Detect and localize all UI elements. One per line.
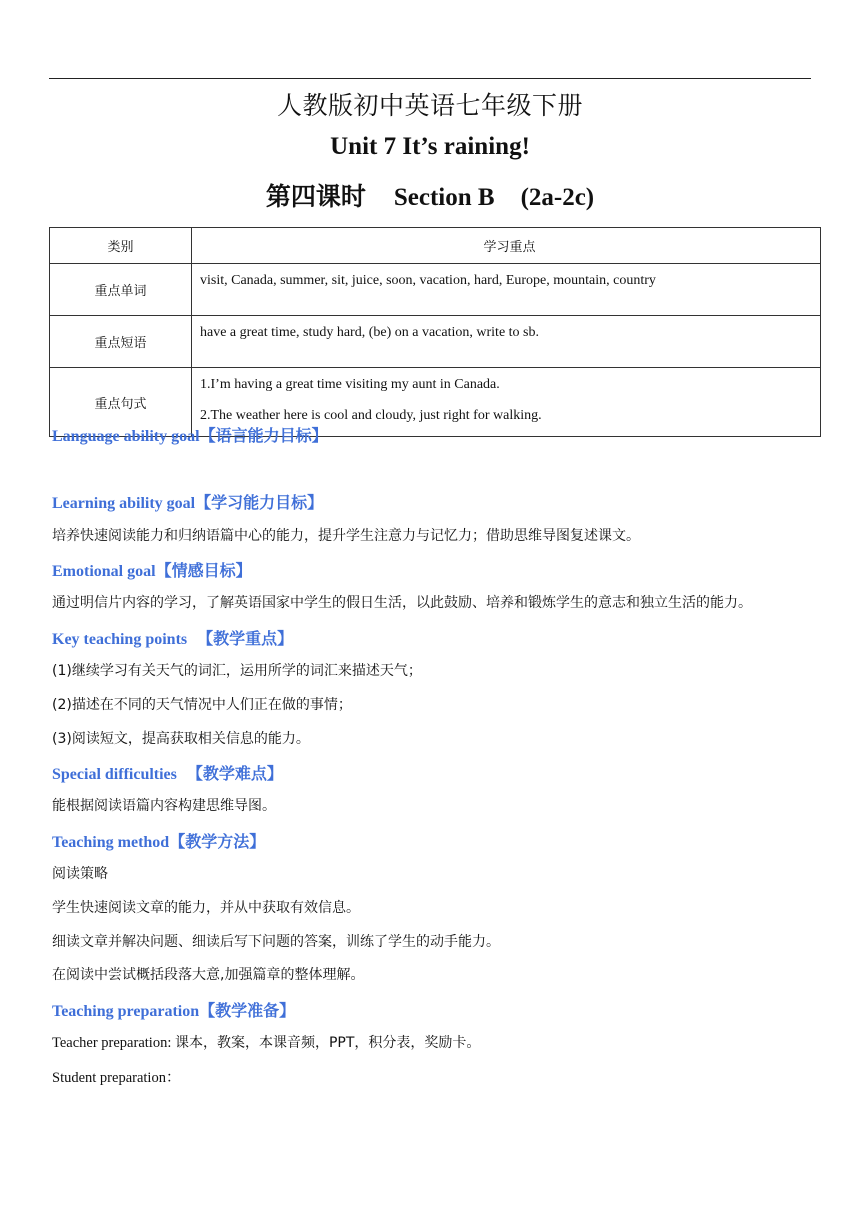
- section-heading-difficulties: [52, 761, 283, 784]
- document-title: 人教版初中英语七年级下册: [276, 91, 583, 120]
- table-header-row: [50, 228, 821, 264]
- heading-zh: 【教学方法】: [169, 832, 266, 851]
- student-preparation: [52, 1066, 180, 1087]
- table-row: [50, 316, 821, 368]
- section-heading-learning: [52, 490, 323, 513]
- list-item: (3)阅读短文，提高获取相关信息的能力。: [52, 731, 310, 747]
- list-item: 细读文章并解决问题、细读后写下问题的答案，训练了学生的动手能力。: [52, 934, 500, 950]
- heading-zh: 【教学准备】: [199, 1001, 296, 1020]
- heading-en: Key teaching points: [52, 631, 192, 648]
- heading-en: Teaching method: [52, 834, 170, 851]
- section-heading-preparation: [52, 998, 295, 1021]
- row-category: 重点句式: [50, 368, 192, 437]
- header-rule: [49, 78, 811, 79]
- key-points-table: [49, 227, 821, 437]
- paragraph: 能根据阅读语篇内容构建思维导图。: [52, 798, 276, 814]
- table-header-focus: 学习重点: [192, 228, 821, 264]
- row-category: 重点短语: [50, 316, 192, 368]
- list-item: (2)描述在不同的天气情况中人们正在做的事情；: [52, 697, 352, 713]
- teacher-prep-value: 课本，教案，本课音频，PPT，积分表，奖励卡。: [174, 1035, 481, 1051]
- heading-en: Emotional goal: [52, 563, 156, 580]
- table-header-category: 类别: [50, 228, 192, 264]
- heading-en: Learning ability goal: [52, 495, 196, 512]
- student-prep-label: Student preparation：: [52, 1070, 181, 1086]
- section-heading-emotional: [52, 558, 252, 581]
- list-item: (1)继续学习有关天气的词汇，运用所学的词汇来描述天气；: [52, 663, 422, 679]
- list-item: 在阅读中尝试概括段落大意,加强篇章的整体理解。: [52, 967, 365, 983]
- sentence-line: 2.The weather here is cool and cloudy, just right for walking.: [200, 408, 542, 423]
- heading-zh: 【教学重点】: [197, 629, 294, 648]
- lesson-title: [0, 177, 860, 213]
- heading-zh: 【情感目标】: [155, 561, 252, 580]
- unit-title: Unit 7 It’s raining!: [330, 133, 530, 160]
- paragraph: 培养快速阅读能力和归纳语篇中心的能力，提升学生注意力与记忆力；借助思维导图复述课文。: [52, 528, 640, 544]
- lesson-cn: 第四课时: [265, 182, 366, 211]
- heading-en: Teaching preparation: [52, 1003, 200, 1020]
- row-content: have a great time, study hard, (be) on a vacation, write to sb.: [192, 316, 821, 368]
- heading-zh: 【教学难点】: [186, 764, 283, 783]
- lesson-range: (2a-2c): [520, 184, 595, 211]
- section-heading-language: [52, 423, 328, 446]
- teacher-prep-label: Teacher preparation:: [52, 1035, 175, 1051]
- table-row: [50, 264, 821, 316]
- row-content: visit, Canada, summer, sit, juice, soon, vacation, hard, Europe, mountain, country: [192, 264, 821, 316]
- list-item: 学生快速阅读文章的能力，并从中获取有效信息。: [52, 900, 360, 916]
- teacher-preparation: [52, 1032, 480, 1052]
- paragraph: 通过明信片内容的学习，了解英语国家中学生的假日生活，以此鼓励、培养和锻炼学生的意志和独立生活的能力。: [52, 595, 752, 611]
- lesson-section: Section B: [393, 184, 495, 211]
- section-heading-method: [52, 829, 265, 852]
- list-item: 阅读策略: [52, 866, 108, 882]
- heading-zh: 【学习能力目标】: [195, 493, 324, 512]
- section-heading-key-points: [52, 626, 293, 649]
- heading-en: Special difficulties: [52, 766, 181, 783]
- sentence-line: 1.I’m having a great time visiting my aunt in Canada.: [200, 377, 500, 392]
- heading-zh: 【语言能力目标】: [199, 426, 328, 445]
- heading-en: Language ability goal: [52, 428, 200, 445]
- row-category: 重点单词: [50, 264, 192, 316]
